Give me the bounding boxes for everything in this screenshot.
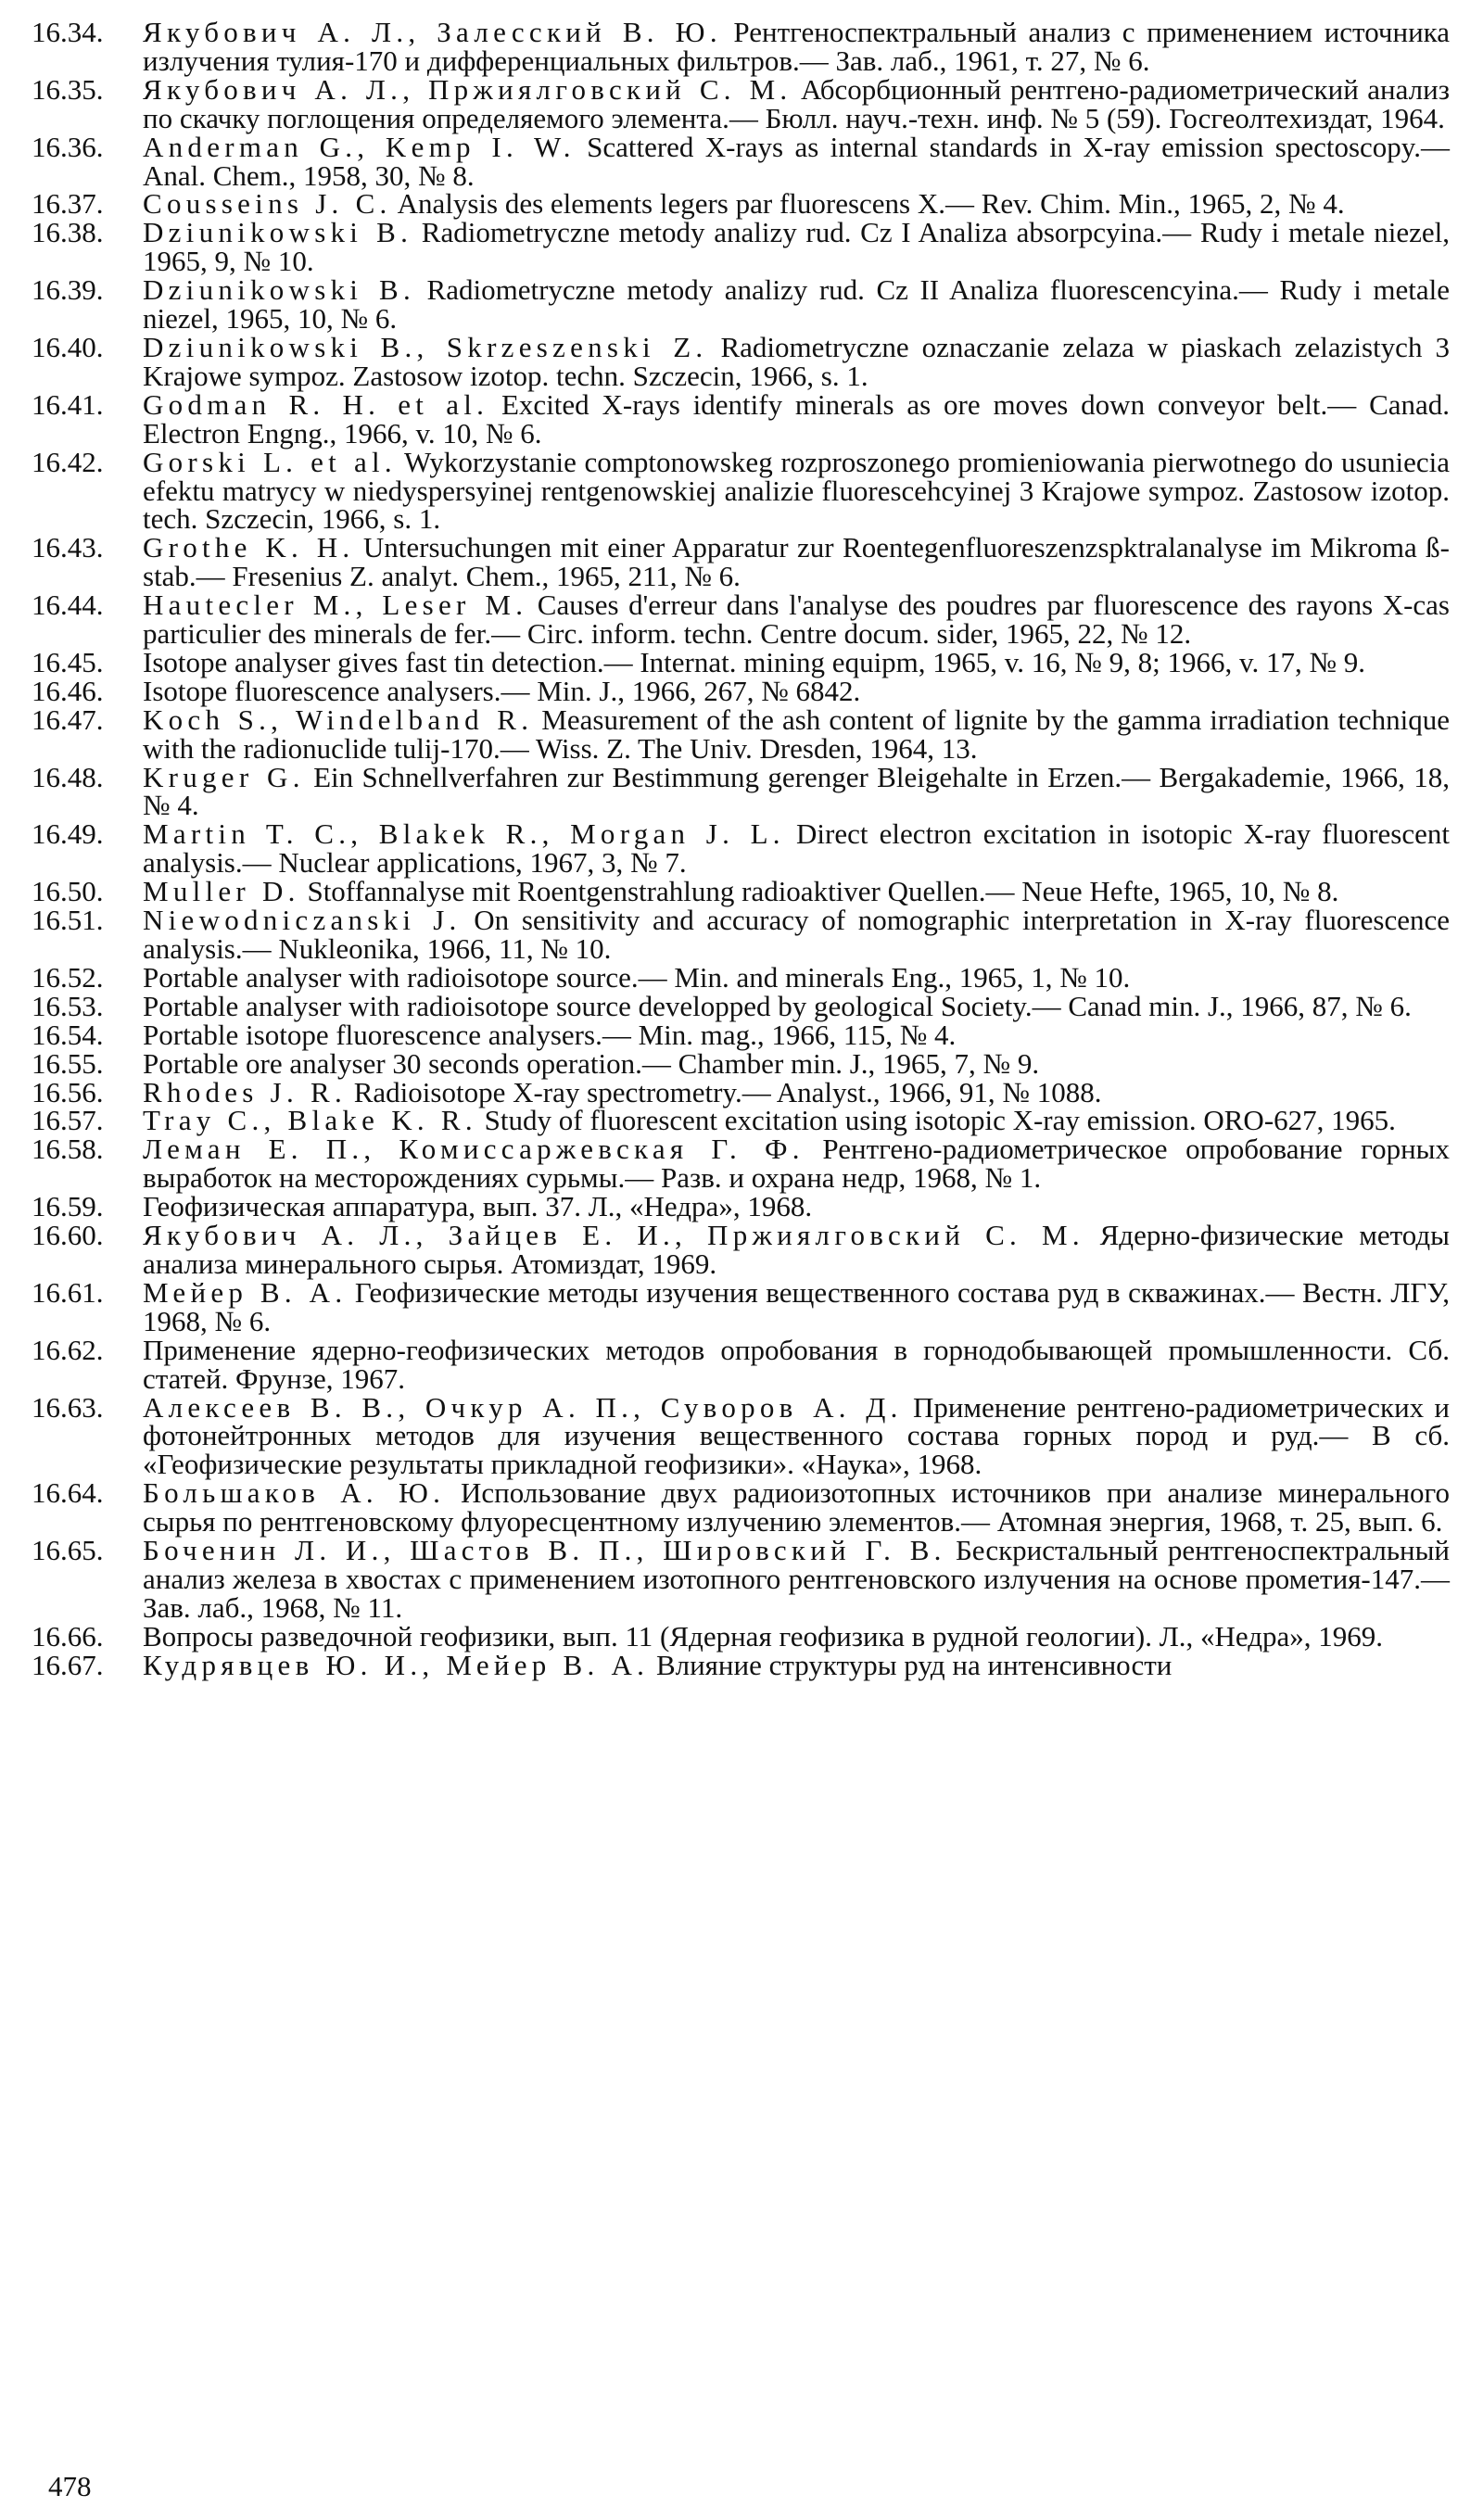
reference-text: Portable isotope fluorescence analysers.— Min. mag., 1966, 115, № 4. <box>143 1018 957 1051</box>
reference-number: 16.56. <box>32 1075 104 1108</box>
reference-text: Абсорбционный рентгено-радиометрический анализ по скачку поглощения определяемого элемента.— Бюлл. науч.-техн. инф. № 5 (59). Госгеолтехиздат, 1964. <box>143 72 1450 134</box>
reference-text: Radiometryczne metody analizy rud. Cz I Analiza absorpcyina.— Rudy i metale niezel, 1965, 9, № 10. <box>143 216 1450 278</box>
reference-text: Применение ядерно-геофизических методов опробования в горнодобывающей промышленности. Сб. статей. Фрунзе, 1967. <box>143 1333 1450 1395</box>
reference-number: 16.38. <box>32 216 104 249</box>
reference-number: 16.63. <box>32 1390 104 1424</box>
reference-entry <box>32 960 1450 994</box>
reference-entry <box>32 1648 1450 1681</box>
reference-authors: Muller D. <box>143 875 300 908</box>
reference-entry <box>32 1619 1450 1653</box>
reference-number: 16.53. <box>32 989 104 1022</box>
reference-number: 16.43. <box>32 531 104 564</box>
reference-number: 16.62. <box>32 1333 104 1366</box>
reference-text: Measurement of the ash content of lignite by the gamma irradiation technique with the radionuclide tulij-170.— Wiss. Z. The Univ. Dresden, 1964, 13. <box>143 703 1450 765</box>
reference-number: 16.67. <box>32 1648 104 1681</box>
reference-entry <box>32 445 1451 536</box>
reference-authors: Grothe K. H. <box>143 531 355 564</box>
reference-text: On sensitivity and accuracy of nomographic interpretation in X-ray fluorescence analysis.— Nukleonika, 1966, 11, № 10. <box>143 904 1451 965</box>
reference-number: 16.48. <box>32 760 104 793</box>
reference-authors: Niewodniczanski J. <box>143 904 462 937</box>
reference-entry <box>32 1275 1450 1337</box>
reference-authors: Tray C., Blake K. R. <box>143 1104 477 1137</box>
reference-number: 16.39. <box>32 273 104 307</box>
reference-entry <box>32 1104 1450 1137</box>
page-number: 478 <box>48 2470 92 2502</box>
reference-entry <box>32 1534 1450 1624</box>
reference-authors: Леман Е. П., Комиссаржевская Г. Ф. <box>143 1133 805 1166</box>
reference-text: Бескристальный рентгеноспектральный анализ железа в хвостах с применением изотопного рентгеновского излучения на основе прометия-147.— Зав. лаб., 1968, № 11. <box>143 1534 1450 1624</box>
reference-number: 16.58. <box>32 1133 104 1166</box>
reference-number: 16.42. <box>32 445 104 478</box>
reference-entry <box>32 1390 1450 1481</box>
reference-entry <box>32 1075 1450 1108</box>
reference-text: Causes d'erreur dans l'analyse des poudres par fluorescence des rayons X-cas particulier des minerals de fer.— Circ. inform. techn. Centre docum. sider, 1965, 22, № 12. <box>143 589 1450 651</box>
reference-entry <box>32 1046 1450 1080</box>
reference-text: Direct electron excitation in isotopic X-ray fluorescent analysis.— Nuclear applications, 1967, 3, № 7. <box>143 817 1451 880</box>
reference-authors: Большаков А. Ю. <box>143 1476 446 1510</box>
reference-number: 16.52. <box>32 960 104 994</box>
reference-number: 16.57. <box>32 1104 104 1137</box>
reference-text: Геофизические методы изучения вещественного состава руд в скважинах.— Вестн. ЛГУ, 1968, № 6. <box>143 1275 1450 1337</box>
reference-text: Wykorzystanie comptonowskeg rozproszonego promieniowania pierwotnego do usuniecia efektu matrycy w niedyspersyinej rentgenowskiej analizie fluorescehcyinej 3 Krajowe sympoz. Zastosow izotop. tech. Szczecin, 1966, s. 1. <box>143 445 1451 536</box>
reference-entry <box>32 330 1450 392</box>
reference-text: Scattered X-rays as internal standards in X-ray emission spectoscopy.— Anal. Chem., 1958, 30, № 8. <box>143 130 1450 192</box>
reference-number: 16.66. <box>32 1619 104 1653</box>
reference-number: 16.49. <box>32 817 104 851</box>
reference-text: Isotope fluorescence analysers.— Min. J., 1966, 267, № 6842. <box>143 674 861 707</box>
reference-entry <box>32 760 1450 822</box>
reference-number: 16.64. <box>32 1476 104 1510</box>
reference-authors: Rhodes J. R. <box>143 1075 347 1108</box>
reference-number: 16.46. <box>32 674 104 707</box>
reference-text: Ein Schnellverfahren zur Bestimmung gerenger Bleigehalte in Erzen.— Bergakademie, 1966, 18, № 4. <box>143 760 1450 822</box>
reference-number: 16.65. <box>32 1534 104 1567</box>
reference-text: Portable analyser with radioisotope source developped by geological Society.— Canad min. J., 1966, 87, № 6. <box>143 989 1412 1022</box>
reference-number: 16.44. <box>32 589 104 622</box>
reference-entry <box>32 187 1450 221</box>
reference-text: Применение рентгено-радиометрических и фотонейтронных методов для изучения вещественного состава горных пород и руд.— В сб. «Геофизические результаты прикладной геофизики». «Наука», 1968. <box>143 1390 1450 1481</box>
reference-authors: Godman R. H. et al. <box>143 387 489 421</box>
reference-authors: Якубович А. Л., Пржиялговский С. М. <box>143 72 792 106</box>
reference-entry <box>32 1018 1450 1051</box>
reference-entry <box>32 273 1450 336</box>
reference-entry <box>32 130 1450 192</box>
reference-text: Portable ore analyser 30 seconds operation.— Chamber min. J., 1965, 7, № 9. <box>143 1046 1040 1080</box>
reference-authors: Martin T. C., Blakek R., Morgan J. L. <box>143 817 785 851</box>
reference-authors: Боченин Л. И., Шастов В. П., Шировский Г. В. <box>143 1534 946 1567</box>
reference-number: 16.60. <box>32 1219 104 1252</box>
reference-entry <box>32 1219 1450 1280</box>
reference-text: Ядерно-физические методы анализа минерального сырья. Атомиздат, 1969. <box>143 1219 1450 1280</box>
reference-number: 16.37. <box>32 187 104 221</box>
reference-authors: Dziunikowski B. <box>143 273 415 307</box>
reference-authors: Kruger G. <box>143 760 305 793</box>
reference-text: Portable analyser with radioisotope source.— Min. and minerals Eng., 1965, 1, № 10. <box>143 960 1131 994</box>
reference-number: 16.61. <box>32 1275 104 1309</box>
reference-number: 16.55. <box>32 1046 104 1080</box>
reference-text: Использование двух радиоизотопных источников при анализе минерального сырья по рентгеновскому флуоресцентному излучению элементов.— Атомная энергия, 1968, т. 25, вып. 6. <box>143 1476 1450 1539</box>
reference-number: 16.54. <box>32 1018 104 1051</box>
reference-text: Untersuchungen mit einer Apparatur zur Roentegenfluoreszenzspktralanalyse im Mikroma ß-stab.— Fresenius Z. analyt. Chem., 1965, 211, № 6. <box>143 531 1450 593</box>
reference-text: Analysis des elements legers par fluorescens X.— Rev. Chim. Min., 1965, 2, № 4. <box>391 187 1345 221</box>
reference-authors: Cousseins J. C. <box>143 187 392 221</box>
reference-text: Excited X-rays identify minerals as ore moves down conveyor belt.— Canad. Electron Engng., 1966, v. 10, № 6. <box>143 387 1451 450</box>
reference-entry <box>32 1476 1450 1539</box>
reference-entry <box>32 817 1451 880</box>
reference-text: Геофизическая аппаратура, вып. 37. Л., «Недра», 1968. <box>143 1190 813 1223</box>
reference-authors: Dziunikowski B., Skrzeszenski Z. <box>143 330 708 363</box>
reference-text: Radiometryczne metody analizy rud. Cz II Analiza fluorescencyina.— Rudy i metale niezel, 1965, 10, № 6. <box>143 273 1450 336</box>
reference-entry <box>32 1190 1450 1223</box>
reference-number: 16.35. <box>32 72 104 106</box>
reference-entry <box>32 387 1451 450</box>
reference-entry <box>32 16 1451 77</box>
reference-number: 16.45. <box>32 645 104 678</box>
reference-authors: Anderman G., Kemp I. W. <box>143 130 576 163</box>
reference-authors: Koch S., Windelband R. <box>143 703 534 736</box>
reference-entry <box>32 1135 1450 1193</box>
reference-entry <box>32 531 1450 593</box>
reference-text: Isotope analyser gives fast tin detection.— Internat. mining equipm, 1965, v. 16, № 9, 8; 1966, v. 17, № 9. <box>143 645 1366 678</box>
reference-authors: Hautecler M., Leser M. <box>143 589 528 622</box>
reference-entry <box>32 645 1450 678</box>
reference-authors: Dziunikowski B. <box>143 216 413 249</box>
reference-text: Влияние структуры руд на интенсивности <box>649 1648 1172 1681</box>
reference-entry <box>32 674 1450 707</box>
reference-list <box>32 16 1451 1681</box>
reference-authors: Мейер В. А. <box>143 1275 348 1309</box>
reference-text: Рентгеноспектральный анализ с применением источника излучения тулия-170 и дифференциальных фильтров.— Зав. лаб., 1961, т. 27, № 6. <box>143 16 1451 77</box>
reference-text: Рентгено-радиометрическое опробование горных выработок на месторождениях сурьмы.— Разв. и охрана недр, 1968, № 1. <box>143 1133 1450 1195</box>
reference-number: 16.41. <box>32 387 104 421</box>
reference-number: 16.47. <box>32 703 104 736</box>
reference-authors: Якубович А. Л., Залесский В. Ю. <box>143 16 722 48</box>
reference-entry <box>32 906 1450 964</box>
reference-entry <box>32 591 1450 649</box>
reference-entry <box>32 703 1450 765</box>
reference-authors: Алексеев В. В., Очкур А. П., Суворов А. Д. <box>143 1390 903 1424</box>
reference-entry <box>32 72 1450 134</box>
reference-authors: Якубович А. Л., Зайцев Е. И., Пржиялговский С. М. <box>143 1219 1084 1252</box>
reference-text: Вопросы разведочной геофизики, вып. 11 (Ядерная геофизика в рудной геологии). Л., «Недра», 1969. <box>143 1619 1383 1653</box>
reference-number: 16.36. <box>32 130 104 163</box>
reference-text: Radioisotope X-ray spectrometry.— Analyst., 1966, 91, № 1088. <box>346 1075 1102 1108</box>
reference-authors: Кудрявцев Ю. И., Мейер В. А. <box>143 1648 650 1681</box>
reference-number: 16.34. <box>32 16 104 48</box>
reference-number: 16.59. <box>32 1190 104 1223</box>
reference-number: 16.50. <box>32 875 104 908</box>
reference-authors: Gorski L. et al. <box>143 445 397 478</box>
reference-entry <box>32 989 1450 1022</box>
reference-text: Study of fluorescent excitation using isotopic X-ray emission. ORO-627, 1965. <box>476 1104 1396 1137</box>
reference-number: 16.40. <box>32 330 104 363</box>
reference-number: 16.51. <box>32 904 104 937</box>
reference-entry <box>32 216 1450 278</box>
reference-entry <box>32 1333 1450 1395</box>
reference-text: Radiometryczne oznaczanie zelaza w piaskach zelazistych 3 Krajowe sympoz. Zastosow izotop. techn. Szczecin, 1966, s. 1. <box>143 330 1450 392</box>
reference-text: Stoffannalyse mit Roentgenstrahlung radioaktiver Quellen.— Neue Hefte, 1965, 10, № 8. <box>299 875 1339 908</box>
reference-entry <box>32 875 1450 908</box>
